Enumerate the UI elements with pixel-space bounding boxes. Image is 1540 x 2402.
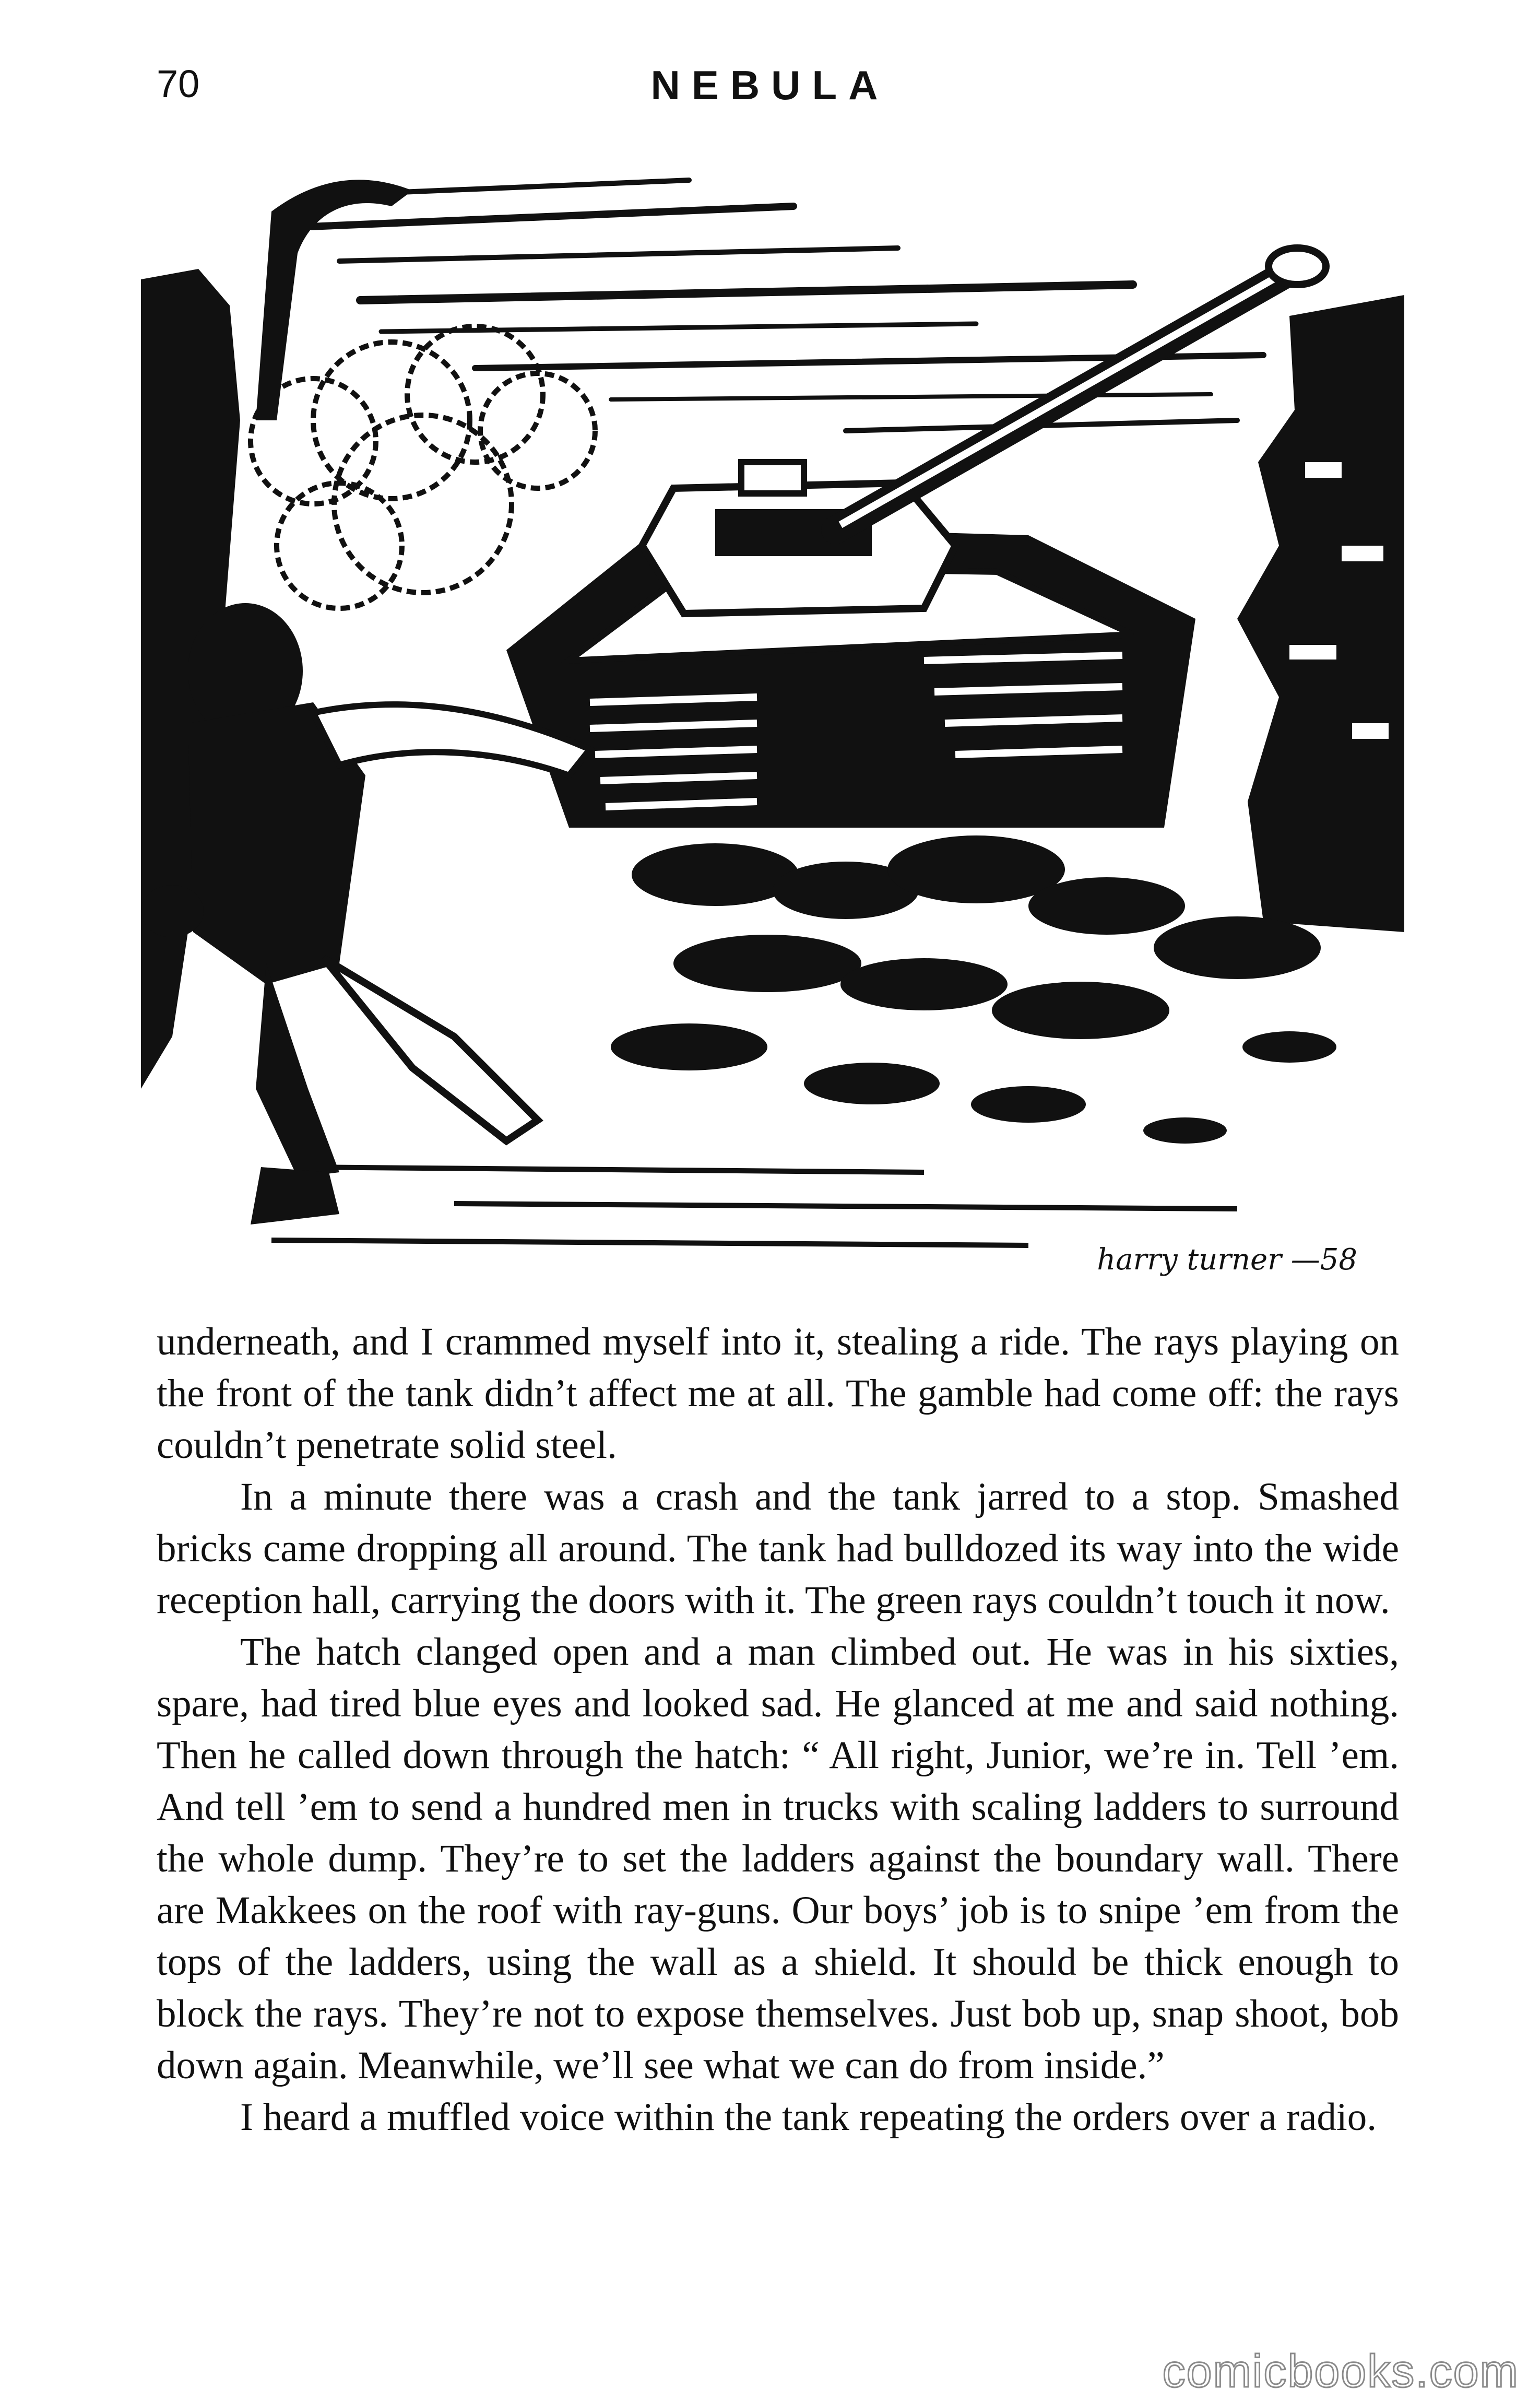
tank: [506, 248, 1326, 828]
body-text: [157, 1316, 1399, 2143]
paragraph: underneath, and I crammed myself into it, stealing a ride. The rays playing on the front of the tank didn’t affect me at all. The gamble had come off: the rays couldn’t penetrate solid steel.: [157, 1320, 1399, 1467]
artist-signature: harry turner —58: [1097, 1243, 1357, 1277]
running-head-title: NEBULA: [650, 62, 890, 108]
fleeing-man: [141, 603, 590, 1224]
tank-illustration: [141, 149, 1404, 1287]
site-watermark: comicbooks.com: [1162, 2345, 1519, 2397]
page-number: 70: [157, 62, 200, 105]
paragraph: In a minute there was a crash and the tank jarred to a stop. Smashed bricks came dropping all around. The tank had bulldozed its way into the wide reception hall, carrying the doors with it. The green rays couldn’t touch it now.: [157, 1475, 1399, 1622]
ground-lines: [271, 1167, 1237, 1245]
rubble: [611, 835, 1336, 1144]
right-ruins: [1237, 295, 1404, 932]
paragraph: The hatch clanged open and a man climbed out. He was in his sixties, spare, had tired blue eyes and looked sad. He glanced at me and said nothing. Then he called down through the hatch: “ All right, Junior, we’re in. Tell ’em. And tell ’em to send a hundred men in trucks with scaling ladders to surround the whole dump. They’re to set the ladders against the boundary wall. There are Makkees on the roof with ray-guns. Our boys’ job is to snipe ’em from the tops of the ladders, using the wall as a shield. It should be thick enough to block the rays. They’re not to expose themselves. Just bob up, snap shoot, bob down again. Meanwhile, we’ll see what we can do from inside.”: [157, 1630, 1399, 2087]
paragraph: I heard a muffled voice within the tank repeating the orders over a radio.: [240, 2095, 1377, 2139]
sky-streaks: [298, 180, 1263, 431]
